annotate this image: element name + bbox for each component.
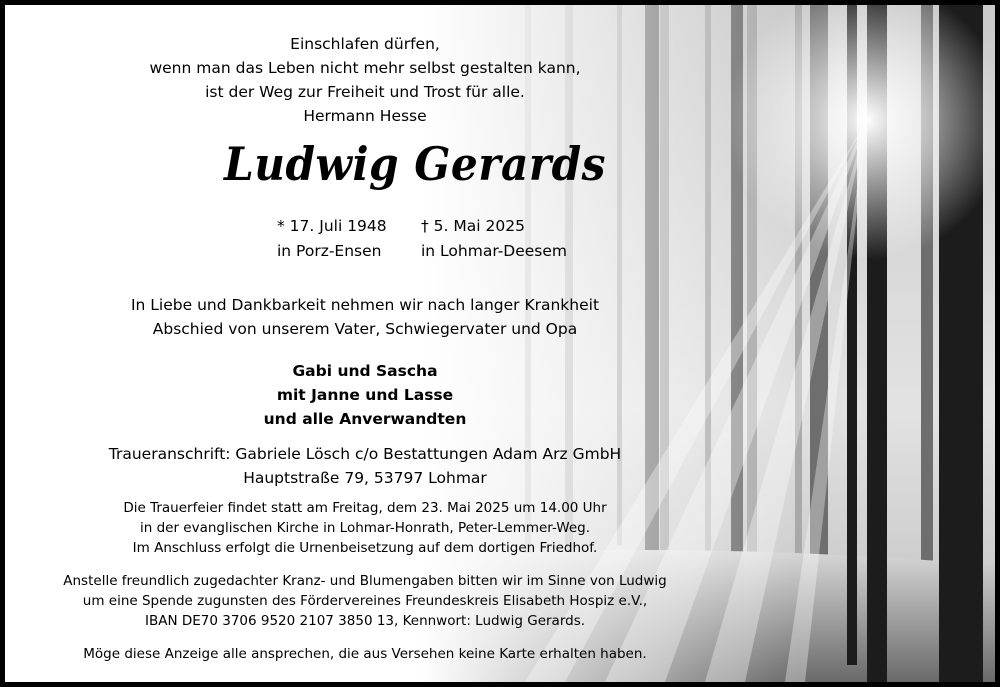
memorial-quote — [5, 32, 725, 128]
service-line: Die Trauerfeier findet statt am Freitag, dem 23. Mai 2025 um 14.00 Uhr — [123, 500, 607, 516]
address-line: Hauptstraße 79, 53797 Lohmar — [243, 469, 487, 487]
deceased-name: Ludwig Gerards — [224, 137, 606, 191]
mourning-address — [5, 442, 725, 490]
quote-author: Hermann Hesse — [303, 107, 427, 125]
service-line: in der evanglischen Kirche in Lohmar-Honrath, Peter-Lemmer-Weg. — [139, 520, 591, 536]
donation-line: um eine Spende zugunsten des Fördervereines Freundeskreis Elisabeth Hospiz e.V., — [82, 593, 648, 609]
family-line: mit Janne und Lasse — [276, 386, 454, 404]
death-place: in Lohmar-Deesem — [421, 242, 568, 260]
farewell-statement — [5, 293, 725, 341]
quote-line: wenn man das Leben nicht mehr selbst gestalten kann, — [149, 59, 581, 77]
address-line: Traueranschrift: Gabriele Lösch c/o Bestattungen Adam Arz GmbH — [108, 445, 622, 463]
service-line: Im Anschluss erfolgt die Urnenbeisetzung auf dem dortigen Friedhof. — [132, 540, 598, 556]
birth-date: * 17. Juli 1948 — [277, 217, 387, 235]
quote-line: Einschlafen dürfen, — [290, 35, 440, 53]
family-line: und alle Anverwandten — [263, 410, 467, 428]
donation-line: Anstelle freundlich zugedachter Kranz- und Blumengaben bitten wir im Sinne von Ludwig — [63, 573, 667, 589]
birth-place: in Porz-Ensen — [277, 242, 382, 260]
farewell-line: In Liebe und Dankbarkeit nehmen wir nach langer Krankheit — [130, 296, 600, 314]
quote-line: ist der Weg zur Freiheit und Trost für alle. — [205, 83, 525, 101]
death-date: † 5. Mai 2025 — [421, 217, 525, 235]
family-line: Gabi und Sascha — [292, 362, 438, 380]
obituary-text — [5, 5, 725, 682]
funeral-service-info — [5, 498, 725, 558]
birth-info — [277, 214, 387, 264]
donation-request — [5, 571, 725, 631]
mourning-family — [5, 359, 725, 431]
closing-note: Möge diese Anzeige alle ansprechen, die aus Versehen keine Karte erhalten haben. — [83, 646, 647, 662]
farewell-line: Abschied von unserem Vater, Schwiegervater und Opa — [152, 320, 578, 338]
donation-line: IBAN DE70 3706 9520 2107 3850 13, Kennwort: Ludwig Gerards. — [144, 613, 586, 629]
death-info — [421, 214, 567, 264]
